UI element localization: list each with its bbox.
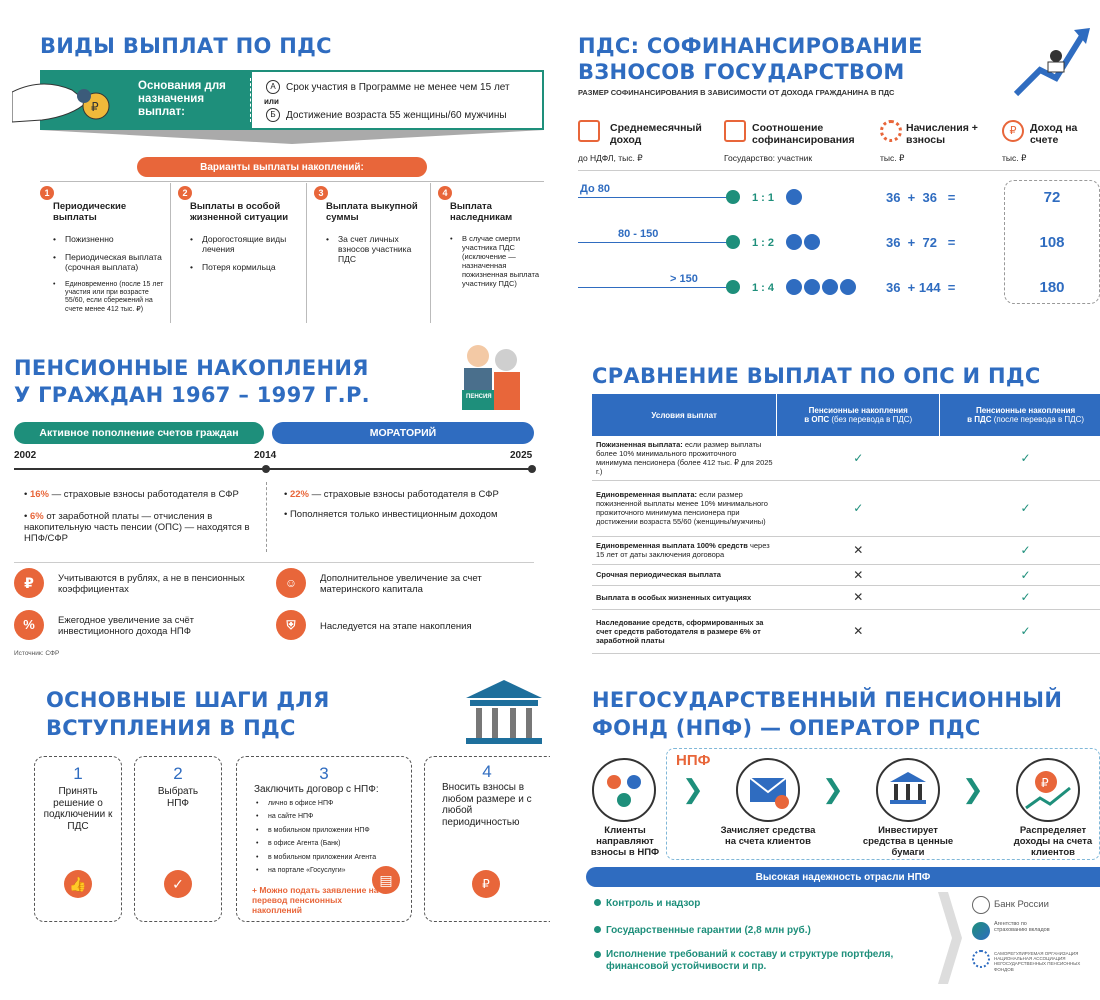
year-2025: 2025 <box>510 450 533 461</box>
arrow-line <box>578 242 730 243</box>
calc-row1: 36 + 36 = <box>886 190 956 205</box>
calc-row2: 36 + 72 = <box>886 235 956 250</box>
year-2002: 2002 <box>14 450 37 461</box>
list-item: • Единовременно (после 15 лет участия или при возрасте 55/60, если сбережений на счете менее 412 тыс. ₽) <box>53 281 165 315</box>
panel-title-line2: ФОНД (НПФ) — ОПЕРАТОР ПДС <box>592 716 981 740</box>
cross-icon: ✕ <box>777 609 940 653</box>
chevron-right-icon: ❯ <box>962 774 984 804</box>
reliability-label: Высокая надежность отрасли НПФ <box>755 872 931 883</box>
check-icon: ✓ <box>940 564 1100 585</box>
year-2014: 2014 <box>254 450 277 461</box>
table-row <box>592 609 1100 653</box>
panel-title-line1: НЕГОСУДАРСТВЕННЫЙ ПЕНСИОННЫЙ <box>592 688 1063 712</box>
chevron-right-icon: ❯ <box>682 774 704 804</box>
or-text: или <box>264 97 279 106</box>
active-label: Активное пополнение счетов граждан <box>39 427 239 439</box>
thumbs-up-icon: 👍 <box>64 870 92 898</box>
header-line <box>578 170 1100 171</box>
table-header <box>592 394 1100 436</box>
feature2: Дополнительное увеличение за счет материнского капитала <box>320 573 482 595</box>
asv-logo-icon <box>972 922 990 940</box>
col1-number: 1 <box>40 186 54 200</box>
shield-icon: ⛨ <box>276 610 306 640</box>
step2-text: Выбрать НПФ <box>157 786 199 809</box>
col2-number: 2 <box>178 186 192 200</box>
bank-of-russia-logo-icon <box>972 896 990 914</box>
list-item: • лично в офисе НПФ <box>256 800 396 808</box>
list-item: • Пожизненно <box>53 234 165 244</box>
cond-b-text: Достижение возраста 55 женщины/60 мужчины <box>286 110 507 121</box>
col2-title: Выплаты в особой жизненной ситуации <box>190 201 289 223</box>
check-icon: ✓ <box>940 609 1100 653</box>
list-item: • Дорогостоящие виды лечения <box>190 234 300 254</box>
income-row1: До 80 <box>580 183 610 195</box>
row-condition-text: если размер пожизненной выплаты менее 10% минимального прожиточного минимума пенсионера при достижении возраста 55/60 (женщины/мужчины) <box>596 490 768 526</box>
col2-list <box>190 234 300 281</box>
row-condition <box>592 436 777 480</box>
participant-dot <box>786 234 802 250</box>
pct-6: 6% <box>29 511 44 522</box>
chevron-right-icon: ❯ <box>822 774 844 804</box>
list-item: • Периодическая выплата (срочная выплата) <box>53 252 165 272</box>
svg-text:₽: ₽ <box>91 100 99 114</box>
left-item2-text: от заработной платы — отчисления в накопительную часть пенсии (ОПС) — находятся в НПФ/СФР <box>24 511 250 544</box>
table-row <box>592 564 1100 585</box>
check-icon: ✓ <box>940 480 1100 536</box>
participant-dot <box>840 279 856 295</box>
row-condition-bold: Выплата в особых жизненных ситуациях <box>596 592 752 602</box>
hand-coin-icon <box>12 72 112 128</box>
ratio-row1: 1 : 1 <box>752 192 775 204</box>
ratio-row2: 1 : 2 <box>752 237 775 249</box>
step1-number: 1 <box>73 764 83 783</box>
col-divider <box>306 183 307 323</box>
th-ops <box>777 394 940 436</box>
elderly-couple-icon <box>444 340 534 418</box>
arrow-line <box>578 287 730 288</box>
clients-text: Клиенты направляют взносы в НПФ <box>590 825 660 858</box>
check-mark-icon: ✓ <box>164 870 192 898</box>
col-head-ratio: Соотношение софинансирования <box>752 122 855 147</box>
panel-title: СРАВНЕНИЕ ВЫПЛАТ ПО ОПС И ПДС <box>592 364 1041 388</box>
col-head-total-sub: тыс. ₽ <box>1002 153 1027 163</box>
row-condition <box>592 609 777 653</box>
th-ops-note: (без перевода в ПДС) <box>829 415 913 424</box>
panel-title-line1: ПЕНСИОННЫЕ НАКОПЛЕНИЯ <box>14 356 369 380</box>
section-line <box>14 562 534 563</box>
bullet-guarantees: Государственные гарантии (2,8 млн руб.) <box>606 925 811 936</box>
income-row3: > 150 <box>670 273 698 285</box>
family-icon: ☺ <box>276 568 306 598</box>
col-head-accruals-sub: тыс. ₽ <box>880 153 905 163</box>
calendar-icon <box>578 120 600 142</box>
panel-title-line2: ВЗНОСОВ ГОСУДАРСТВОМ <box>578 60 905 84</box>
cond-a-badge: А <box>266 80 280 94</box>
col3-title: Выплата выкупной суммы <box>326 201 418 223</box>
calc-row3: 36 + 144 = <box>886 280 956 295</box>
th-pds-line1: Пенсионные накопления <box>975 406 1076 415</box>
divider <box>250 78 251 122</box>
check-icon: ✓ <box>940 436 1100 480</box>
arrow-divider <box>938 892 962 984</box>
variants-hline <box>40 181 544 182</box>
step3-list <box>256 800 396 880</box>
right-item1: • 22% — страховые взносы работодателя в СФР <box>284 489 499 500</box>
logo-nausa: САМОРЕГУЛИРУЕМАЯ ОРГАНИЗАЦИЯ НАЦИОНАЛЬНАЯ АССОЦИАЦИЯ НЕГОСУДАРСТВЕННЫХ ПЕНСИОННЫХ ФОНДОВ <box>994 951 1081 972</box>
col3-list <box>326 234 422 273</box>
cross-icon: ✕ <box>777 585 940 609</box>
timeline-dot <box>528 465 536 473</box>
state-dot <box>726 235 740 249</box>
panel-pension-savings <box>0 340 550 670</box>
check-icon: ✓ <box>940 536 1100 564</box>
growth-chart-icon <box>1012 18 1092 98</box>
table-row <box>592 436 1100 480</box>
col4-title: Выплата наследникам <box>450 201 513 223</box>
participant-dot <box>786 189 802 205</box>
document-icon: ▤ <box>372 866 400 894</box>
state-dot <box>726 190 740 204</box>
total-row3: 180 <box>1039 279 1065 296</box>
comparison-table <box>592 394 1100 654</box>
bullet-requirements: Исполнение требований к составу и структуре портфеля, финансовой устойчивости и пр. <box>606 949 894 972</box>
envelope-icon <box>736 758 800 822</box>
panel-title-line2: ВСТУПЛЕНИЯ В ПДС <box>46 716 296 740</box>
bank-icon <box>876 758 940 822</box>
row-condition <box>592 536 777 564</box>
panel-payout-types <box>0 0 550 340</box>
step3-number: 3 <box>319 764 329 783</box>
check-icon: ✓ <box>777 480 940 536</box>
bullet-dot <box>594 951 601 958</box>
table-row <box>592 536 1100 564</box>
panel-title-line2: У ГРАЖДАН 1967 – 1997 Г.Р. <box>14 383 370 407</box>
feature3: Ежегодное увеличение за счёт инвестиционного дохода НПФ <box>58 615 195 637</box>
feature1: Учитываются в рублях, а не в пенсионных коэффициентах <box>58 573 245 595</box>
step4-text: Вносить взносы в любом размере и с любой периодичностью <box>442 782 532 828</box>
timeline-dot <box>262 465 270 473</box>
income-row2: 80 - 150 <box>618 228 659 240</box>
invests-text: Инвестирует средства в ценные бумаги <box>862 825 954 858</box>
logo-bank-of-russia: Банк России <box>994 899 1049 910</box>
growth-ruble-icon <box>1016 758 1080 822</box>
th-conditions: Условия выплат <box>592 394 777 436</box>
th-pds <box>940 394 1100 436</box>
left-item1-text: — страховые взносы работодателя в СФР <box>48 489 239 500</box>
period-divider <box>266 482 267 552</box>
cross-icon: ✕ <box>777 564 940 585</box>
list-item: • в мобильном приложении НПФ <box>256 827 396 835</box>
svg-text:₽: ₽ <box>1041 776 1049 790</box>
list-item: • на портале «Госуслуги» <box>256 867 396 875</box>
step1-text: Принять решение о подключении к ПДС <box>43 786 113 832</box>
row-condition-text: через 15 лет от даты заключения договора <box>596 541 770 559</box>
col-divider <box>170 183 171 323</box>
pct-16: 16% <box>29 489 49 500</box>
row-condition <box>592 585 777 609</box>
step3-text: Заключить договор с НПФ: <box>254 784 379 795</box>
col-head-total: Доход на счете <box>1030 122 1078 147</box>
list-item: • За счет личных взносов участника ПДС <box>326 234 422 265</box>
pension-box-label: ПЕНСИЯ <box>466 394 492 400</box>
feature4: Наследуется на этапе накопления <box>320 621 472 632</box>
row-condition-bold: Наследование средств, сформированных за счет средств работодателя в размере 6% от заработной платы <box>596 617 764 645</box>
th-ops-line1: Пенсионные накопления <box>808 406 908 415</box>
state-dot <box>726 280 740 294</box>
list-item: • Потеря кормильца <box>190 262 300 272</box>
total-row1: 72 <box>1043 189 1061 206</box>
col4-list <box>450 234 546 296</box>
distributes-text: Распределяет доходы на счета клиентов <box>1013 825 1093 858</box>
th-pds-note: (после перевода в ПДС) <box>991 415 1085 424</box>
panel-title-line1: ПДС: СОФИНАНСИРОВАНИЕ <box>578 34 923 58</box>
th-ops-line2: в ОПС <box>804 415 830 424</box>
arrow-line <box>578 197 730 198</box>
timeline <box>14 468 534 470</box>
basis-label: Основания для назначения выплат: <box>138 80 226 119</box>
check-icon: ✓ <box>777 436 940 480</box>
col-head-income: Среднемесячный доход <box>610 122 702 147</box>
bullet-dot <box>594 926 601 933</box>
bank-building-icon <box>462 676 546 748</box>
table-row <box>592 480 1100 536</box>
row-condition-text: если размер выплаты более 10% минимального прожиточного минимума пенсионера (более 412 тыс. ₽ для 2025 г.) <box>596 439 773 476</box>
down-arrow-icon <box>40 130 544 144</box>
clients-icon <box>592 758 656 822</box>
col-head-accruals: Начисления + взносы <box>906 122 978 147</box>
gear-icon <box>880 120 902 142</box>
ruble-coin-icon: ₽ <box>1002 120 1024 142</box>
left-item1: • 16% — страховые взносы работодателя в СФР <box>24 489 239 500</box>
row-condition <box>592 564 777 585</box>
col3-number: 3 <box>314 186 328 200</box>
ruble-icon: ₽ <box>14 568 44 598</box>
source-note: Источник: СФР <box>14 650 60 657</box>
logo-asv: Агентство по страхованию вкладов <box>994 921 1050 934</box>
percent-icon: % <box>14 610 44 640</box>
left-item2: • 6% от заработной платы — отчисления в накопительную часть пенсии (ОПС) — находятся в НПФ/СФР <box>24 511 250 544</box>
col-head-income-sub: до НДФЛ, тыс. ₽ <box>578 153 643 163</box>
table-row <box>592 585 1100 609</box>
ratio-icon <box>724 120 746 142</box>
row-condition-bold: Срочная периодическая выплата <box>596 570 721 579</box>
row-condition-bold: Единовременная выплата: <box>596 490 697 499</box>
col1-title: Периодические выплаты <box>53 201 127 223</box>
participant-dot <box>786 279 802 295</box>
right-item2-text: Пополняется только инвестиционным доходом <box>289 509 498 520</box>
col1-list <box>53 234 165 322</box>
bullet-dot <box>594 899 601 906</box>
panel-comparison <box>560 340 1100 670</box>
col-head-ratio-sub: Государство: участник <box>724 153 813 163</box>
step4-number: 4 <box>482 762 492 781</box>
list-item: • на сайте НПФ <box>256 813 396 821</box>
credits-text: Зачисляет средства на счета клиентов <box>720 825 816 847</box>
row-condition <box>592 480 777 536</box>
ratio-row3: 1 : 4 <box>752 282 775 294</box>
cond-a-text: Срок участия в Программе не менее чем 15 лет <box>286 82 510 93</box>
npf-label: НПФ <box>676 752 711 769</box>
row-condition-bold: Единовременная выплата 100% средств <box>596 541 748 550</box>
step2-number: 2 <box>173 764 183 783</box>
panel-title-line1: ОСНОВНЫЕ ШАГИ ДЛЯ <box>46 688 330 712</box>
list-item: • в мобильном приложении Агента <box>256 854 396 862</box>
col-divider <box>430 183 431 323</box>
participant-dot <box>822 279 838 295</box>
th-pds-line2: в ПДС <box>967 415 992 424</box>
panel-steps <box>0 670 550 1000</box>
panel-npf-operator <box>560 670 1100 1000</box>
cond-b-badge: Б <box>266 108 280 122</box>
check-icon: ✓ <box>940 585 1100 609</box>
right-item1-text: — страховые взносы работодателя в СФР <box>308 489 499 500</box>
list-item: • в офисе Агента (Банк) <box>256 840 396 848</box>
coin-icon: ₽ <box>472 870 500 898</box>
participant-dot <box>804 234 820 250</box>
total-row2: 108 <box>1039 234 1065 251</box>
comparison-table-wrap <box>592 394 1100 654</box>
participant-dot <box>804 279 820 295</box>
panel-cofinancing <box>560 0 1100 340</box>
nausa-logo-icon <box>972 950 990 968</box>
cross-icon: ✕ <box>777 536 940 564</box>
row-condition-bold: Пожизненная выплата: <box>596 439 683 449</box>
variants-label: Варианты выплаты накоплений: <box>200 162 364 173</box>
panel-title: ВИДЫ ВЫПЛАТ ПО ПДС <box>40 34 332 58</box>
moratorium-label: МОРАТОРИЙ <box>369 427 437 439</box>
step3-plus-note: + Можно подать заявление на перевод пенсионных накоплений <box>252 885 379 915</box>
panel-subtitle: РАЗМЕР СОФИНАНСИРОВАНИЯ В ЗАВИСИМОСТИ ОТ ДОХОДА ГРАЖДАНИНА В ПДС <box>578 88 895 97</box>
right-item2: • Пополняется только инвестиционным доходом <box>284 509 498 520</box>
list-item: • В случае смерти участника ПДС (исключение — назначенная пожизненная выплата участнику ПДС) <box>450 234 546 288</box>
bullet-control: Контроль и надзор <box>606 898 701 909</box>
col4-number: 4 <box>438 186 452 200</box>
pct-22: 22% <box>289 489 309 500</box>
